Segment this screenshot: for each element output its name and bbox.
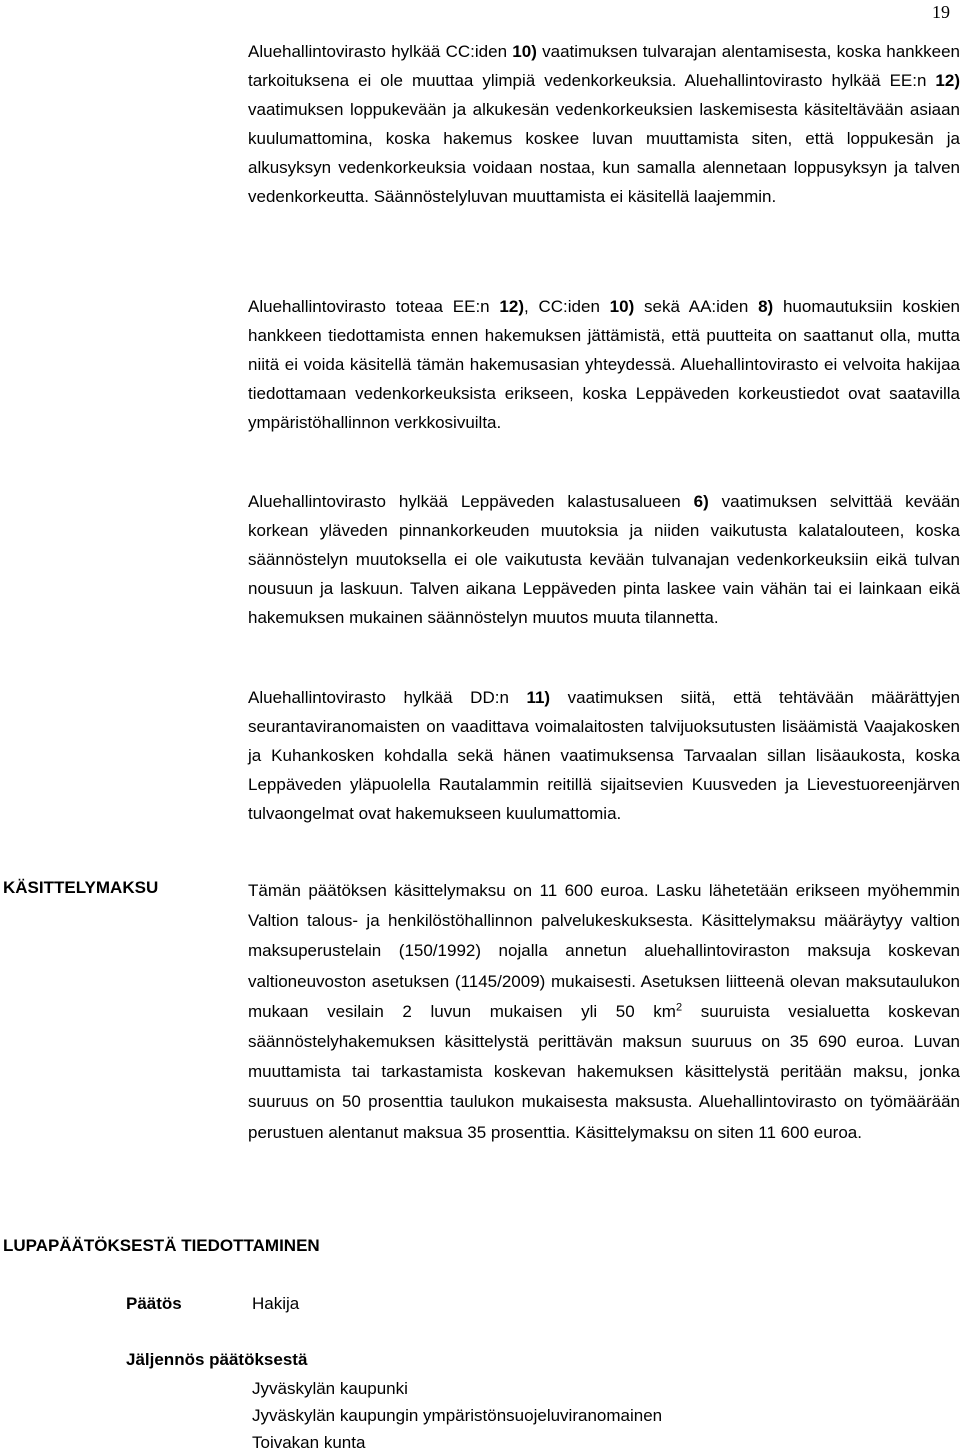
paragraph-processing-fee <box>248 876 960 1148</box>
copy-recipient-item: Jyväskylän kaupungin ympäristönsuojeluviranomainen <box>252 1406 663 1425</box>
page-number: 19 <box>932 2 950 22</box>
notification-section-heading: LUPAPÄÄTÖKSESTÄ TIEDOTTAMINEN <box>3 1236 320 1255</box>
paragraph-text: Tämän päätöksen käsittelymaksu on 11 600 euroa. Lasku lähetetään erikseen myöhemmin Valtion talous- ja henkilöstöhallinnon palvelukeskuksesta. Käsittelymaksu määräytyy valtion maksuperustelain (150/1992) nojalla annetun aluehallintoviraston maksuja koskevan valtioneuvoston asetuksen (1145/2009) mukaisesti. Asetuksen liitteenä olevan maksutaulukon mukaan vesilain 2 luvun mukaisen yli 50 $km^2$ suuruista vesialuetta koskevan säännöstelyhakemuksen käsittelystä perittävän maksun suuruus on 35 690 euroa. Luvan muuttamista tai tarkastamista koskevan hakemuksen käsittelystä peritään maksu, jonka suuruus on 50 prosenttia taulukon mukaisesta maksusta. Aluehallintovirasto on työmäärään perustuen alentanut maksua 35 prosenttia. Käsittelymaksu on siten 11 600 euroa. <box>248 881 960 1142</box>
copy-recipient-item: Toivakan kunta <box>252 1433 366 1452</box>
copy-label: Jäljennös päätöksestä <box>126 1350 308 1369</box>
paragraph-notification-remarks <box>248 293 960 438</box>
paragraph-text: Aluehallintovirasto hylkää CC:iden 10) vaatimuksen tulvarajan alentamisesta, koska hankkeen tarkoituksena ei ole muuttaa ylimpiä vedenkorkeuksia. Aluehallintovirasto hylkää EE:n 12) vaatimuksen loppukevään ja alkukesän vedenkorkeuksien laskemisesta käsiteltävään asiaan kuulumattomina, koska hakemus koskee luvan muuttamista siten, että loppukesän ja alkusyksyn vedenkorkeuksia voidaan nostaa, kun samalla alennetaan loppusyksyn ja talven vedenkorkeutta. Säännöstelyluvan muuttamista ei käsitellä laajemmin. <box>248 42 960 206</box>
paragraph-cc-ee-demands <box>248 38 960 211</box>
copy-recipient-item: Jyväskylän kaupunki <box>252 1379 408 1398</box>
paragraph-dd-demand <box>248 684 960 829</box>
decision-recipient: Hakija <box>252 1294 300 1313</box>
paragraph-text: Aluehallintovirasto hylkää DD:n 11) vaatimuksen siitä, että tehtävään määrättyjen seurantaviranomaisten on vaadittava voimalaitosten talvijuoksutusten lisäämistä Vaajakosken ja Kuhankosken kohdalla sekä hänen vaatimuksensa Tarvaalan sillan lisäaukosta, koska Leppäveden yläpuolella Rautalammin reitillä sijaitsevien Kuusveden ja Lievestuoreenjärven tulvaongelmat ovat hakemukseen kuulumattomia. <box>248 688 960 823</box>
paragraph-text: Aluehallintovirasto hylkää Leppäveden kalastusalueen 6) vaatimuksen selvittää kevään korkean yläveden pinnankorkeuden muutoksia ja niiden vaikutusta kalatalouteen, koska säännöstelyn muutoksella ei ole vaikutusta kevään tulvanajan vedenkorkeuksiin eikä tulvan nousuun ja laskuun. Talven aikana Leppäveden pinta laskee vain vähän tai ei lainkaan eikä hakemuksen mukainen säännöstelyn muutos muuta tilannetta. <box>248 492 960 627</box>
paragraph-fishing-area-demand <box>248 488 960 633</box>
paragraph-text: Aluehallintovirasto toteaa EE:n 12), CC:iden 10) sekä AA:iden 8) huomautuksiin koskien hankkeen tiedottamista ennen hakemuksen jättämistä, että puutteita on saattanut olla, mutta niitä ei voida käsitellä tämän hakemusasian yhteydessä. Aluehallintovirasto ei velvoita hakijaa tiedottamaan vedenkorkeuksista erikseen, koska Leppäveden korkeustiedot ovat saatavilla ympäristöhallinnon verkkosivuilta. <box>248 297 960 432</box>
processing-fee-heading: KÄSITTELYMAKSU <box>3 878 159 897</box>
decision-label: Päätös <box>126 1294 182 1313</box>
